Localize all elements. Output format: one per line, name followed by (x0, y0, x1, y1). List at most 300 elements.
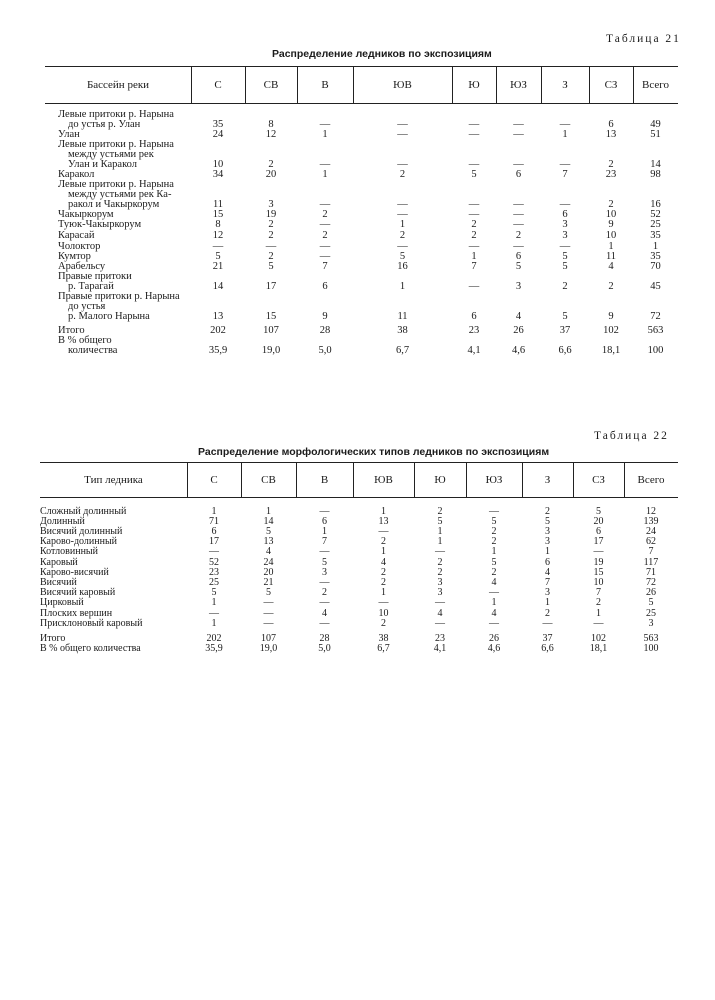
row-value: 6 (596, 526, 601, 537)
row-value: 3 (437, 577, 443, 588)
row-value: 9 (608, 219, 614, 230)
table-22-header-6: ЮЗ (485, 473, 503, 486)
row-value: 5 (515, 261, 522, 272)
row-label: Каракол (58, 169, 95, 180)
row-value: 3 (562, 230, 568, 241)
row-value: 4,1 (467, 345, 481, 356)
row-value: 7 (322, 536, 327, 547)
row-value: — (559, 241, 571, 252)
row-value: 12 (212, 230, 224, 241)
row-value: 6,7 (377, 643, 390, 654)
row-value: 102 (603, 325, 619, 336)
row-value: 38 (378, 633, 389, 644)
row-value: 23 (435, 633, 445, 644)
row-value: 3 (545, 526, 550, 537)
row-value: 5 (596, 506, 601, 517)
row-value: — (559, 199, 571, 210)
row-value: 2 (381, 536, 386, 547)
row-value: 1 (211, 618, 217, 629)
row-value: 1 (652, 241, 659, 252)
row-value: 202 (210, 325, 226, 336)
row-value: 3 (322, 567, 327, 578)
row-value: 3 (562, 219, 568, 230)
row-value: 5,0 (318, 643, 331, 654)
row-label: Висячий долинный (40, 526, 123, 537)
row-value: 7 (596, 587, 601, 598)
row-value: 563 (647, 325, 664, 336)
row-value: 35,9 (205, 643, 223, 654)
row-label: Карово-висячий (40, 567, 109, 578)
table-22-header-3: В (320, 473, 329, 486)
row-value: 19 (593, 557, 604, 568)
row-value: 1 (491, 597, 497, 608)
row-label: Туюк-Чакыркорум (58, 219, 142, 230)
row-value: 8 (268, 119, 274, 130)
row-value: 23 (468, 325, 480, 336)
table-21-title: Распределение ледников по экспозициям (272, 48, 492, 60)
row-value: 13 (378, 516, 389, 527)
row-value: 72 (650, 311, 661, 322)
row-value: 15 (265, 311, 277, 322)
row-value: 5 (648, 597, 654, 608)
row-value: 4 (491, 577, 497, 588)
row-value: 19,0 (259, 643, 278, 654)
row-value: 17 (209, 536, 219, 547)
row-value: — (263, 608, 274, 619)
table-21-header-4: ЮВ (393, 78, 412, 91)
row-value: — (397, 199, 408, 210)
row-value: — (489, 587, 499, 598)
table-21-header-3: В (321, 78, 329, 91)
row-value: 17 (593, 536, 604, 547)
row-value: 1 (381, 506, 386, 517)
row-value: — (319, 251, 331, 262)
row-label: Итого (58, 325, 85, 336)
row-value: 11 (397, 311, 408, 322)
row-value: — (435, 597, 445, 608)
row-value: 5 (322, 557, 327, 568)
row-value: 5 (491, 516, 497, 527)
row-value: — (319, 597, 330, 608)
row-value: 28 (319, 633, 330, 644)
table-21-header-8: СЗ (604, 78, 618, 91)
row-value: 2 (381, 618, 386, 629)
row-value: — (559, 159, 571, 170)
row-value: 5 (471, 169, 477, 180)
row-value: 18,1 (589, 643, 608, 654)
row-value: 26 (489, 633, 499, 644)
row-value: 35 (650, 230, 661, 241)
row-value: 7 (471, 261, 477, 272)
row-value: 34 (212, 169, 224, 180)
row-value: 2 (399, 169, 406, 180)
row-value: — (559, 119, 571, 130)
row-value: 2 (268, 230, 274, 241)
row-value: — (468, 129, 480, 140)
row-value: 7 (322, 261, 328, 272)
row-value: 6,7 (395, 345, 410, 356)
row-value: 1 (437, 536, 443, 547)
row-value: 11 (605, 251, 617, 262)
row-value: — (319, 119, 331, 130)
row-value: 7 (545, 577, 550, 588)
row-value: — (593, 546, 604, 557)
row-value: 4,6 (511, 345, 526, 356)
row-value: 5 (211, 587, 217, 598)
table-22-header-1: С (210, 473, 218, 486)
row-value: 20 (593, 516, 604, 527)
row-value: 2 (381, 567, 386, 578)
row-value: 4 (491, 608, 497, 619)
row-value: 6 (322, 281, 328, 292)
row-value: 9 (322, 311, 328, 322)
row-value: 1 (491, 546, 497, 557)
row-value: 2 (491, 567, 497, 578)
row-value: 6 (322, 516, 327, 527)
row-value: 6 (515, 251, 522, 262)
row-value: — (319, 241, 331, 252)
table-22-header-8: СЗ (592, 473, 605, 486)
row-value: 45 (650, 281, 661, 292)
row-value: 10 (378, 608, 389, 619)
row-value: 4,1 (433, 643, 447, 654)
row-value: 13 (263, 536, 274, 547)
row-value: 5 (266, 526, 271, 537)
row-value: — (468, 199, 480, 210)
row-label: Карасай (58, 230, 95, 241)
row-value: 26 (513, 325, 524, 336)
row-value: 24 (263, 557, 274, 568)
row-value: 5,0 (318, 345, 332, 356)
row-value: 4,6 (487, 643, 501, 654)
row-value: 16 (650, 199, 661, 210)
row-value: 24 (646, 526, 656, 537)
row-value: 25 (209, 577, 219, 588)
row-value: — (319, 577, 330, 588)
row-label: Улан (58, 129, 80, 140)
row-value: 2 (322, 209, 328, 220)
row-value: 100 (643, 643, 659, 654)
row-value: — (593, 618, 604, 629)
table-22-number: Таблица 22 (594, 430, 669, 442)
row-value: 3 (437, 587, 443, 598)
row-value: 21 (212, 261, 224, 272)
row-value: — (263, 618, 274, 629)
row-value: — (263, 597, 274, 608)
row-value: — (513, 209, 524, 220)
table-21-header-0: Бассейн реки (86, 78, 150, 91)
row-value: 5 (545, 516, 550, 527)
row-value: 98 (650, 169, 661, 180)
row-value: — (513, 241, 524, 252)
row-value: 35,9 (208, 345, 228, 356)
row-value: 2 (491, 536, 497, 547)
table-21-number: Таблица 21 (606, 33, 681, 45)
table-22-header-5: Ю (434, 473, 446, 486)
row-value: 5 (268, 261, 274, 272)
row-value: 202 (206, 633, 222, 644)
row-value: 13 (605, 129, 617, 140)
table-22-header-rule (40, 497, 678, 498)
row-value: 62 (646, 536, 656, 547)
row-value: 35 (212, 119, 224, 130)
row-value: 14 (212, 281, 224, 292)
row-value: 38 (397, 325, 408, 336)
row-label: Долинный (40, 516, 85, 527)
row-value: 2 (608, 159, 614, 170)
row-value: — (397, 129, 408, 140)
row-label: В % общего (58, 335, 112, 346)
row-value: 5 (399, 251, 406, 262)
row-value: 8 (215, 219, 221, 230)
row-value: 4 (381, 557, 386, 568)
row-value: — (468, 119, 480, 130)
row-value: 10 (605, 209, 617, 220)
row-value: 107 (261, 633, 276, 644)
row-value: — (378, 526, 389, 537)
row-value: — (378, 597, 389, 608)
table-22-header-2: СВ (261, 473, 276, 486)
row-label: Улан и Каракол (68, 159, 137, 170)
row-value: 1 (562, 129, 568, 140)
row-label: Сложный долинный (40, 506, 127, 517)
row-value: 6 (608, 119, 614, 130)
row-value: — (319, 618, 330, 629)
row-value: — (319, 546, 330, 557)
row-value: 6,6 (558, 345, 572, 356)
row-value: 2 (545, 506, 550, 517)
row-value: — (468, 281, 480, 292)
row-value: — (513, 119, 524, 130)
row-value: 2 (322, 230, 328, 241)
row-label: р. Малого Нарына (68, 311, 150, 322)
row-value: 2 (381, 577, 386, 588)
row-value: 1 (322, 169, 328, 180)
row-value: 1 (266, 506, 271, 517)
row-label: Правые притоки (58, 271, 132, 282)
row-value: — (489, 506, 499, 517)
row-value: 6,6 (541, 643, 554, 654)
row-value: 21 (263, 577, 274, 588)
row-value: 28 (319, 325, 331, 336)
row-value: 1 (399, 219, 406, 230)
row-value: 5 (562, 251, 568, 262)
table-22-header-0: Тип ледника (84, 473, 143, 486)
row-value: 23 (605, 169, 617, 180)
row-value: — (513, 129, 524, 140)
row-value: 102 (591, 633, 606, 644)
row-value: — (435, 618, 445, 629)
row-value: 25 (650, 219, 661, 230)
row-value: 1 (545, 546, 550, 557)
row-value: — (513, 199, 524, 210)
row-value: 6 (515, 169, 522, 180)
row-label: Итого (40, 633, 66, 644)
row-value: 3 (545, 587, 550, 598)
row-label: Котловинный (40, 546, 98, 557)
row-value: 1 (322, 526, 327, 537)
row-value: — (468, 159, 480, 170)
row-value: 16 (397, 261, 408, 272)
row-value: 20 (265, 169, 277, 180)
row-value: 1 (381, 587, 386, 598)
row-value: — (319, 159, 331, 170)
row-value: 139 (643, 516, 659, 527)
row-label: Арабельсу (58, 261, 106, 272)
row-value: 11 (212, 199, 224, 210)
row-value: 7 (648, 546, 654, 557)
row-value: 24 (212, 129, 224, 140)
row-label: до устья р. Улан (68, 119, 141, 130)
row-value: — (319, 506, 330, 517)
row-value: 2 (471, 219, 477, 230)
row-label: Карово-долинный (40, 536, 118, 547)
row-value: 5 (491, 557, 497, 568)
row-value: 2 (471, 230, 477, 241)
row-value: 52 (650, 209, 661, 220)
row-value: 4 (545, 567, 550, 578)
row-value: — (265, 241, 277, 252)
row-value: 1 (608, 241, 614, 252)
row-value: 2 (608, 281, 614, 292)
row-value: 2 (437, 567, 443, 578)
row-value: 2 (437, 557, 443, 568)
table-22-header-7: З (544, 473, 551, 486)
row-label: Висячий (40, 577, 77, 588)
row-value: 37 (559, 325, 571, 336)
row-value: 2 (268, 251, 274, 262)
row-label: до устья (68, 301, 106, 312)
row-value: 5 (215, 251, 221, 262)
row-value: 5 (562, 311, 568, 322)
row-value: 52 (209, 557, 219, 568)
row-value: 1 (545, 597, 550, 608)
row-value: — (468, 209, 480, 220)
row-label: Чолоктор (58, 241, 101, 252)
row-label: Левые притоки р. Нарына (58, 179, 174, 190)
row-value: 6 (562, 209, 568, 220)
row-value: 9 (608, 311, 614, 322)
row-value: 2 (268, 159, 274, 170)
row-value: — (319, 199, 331, 210)
row-value: 2 (562, 281, 568, 292)
row-value: 26 (646, 587, 656, 598)
row-value: 12 (646, 506, 656, 517)
row-value: 2 (545, 608, 550, 619)
row-value: 37 (542, 633, 553, 644)
row-value: 107 (263, 325, 279, 336)
row-value: 2 (399, 230, 406, 241)
row-label: Левые притоки р. Нарына (58, 109, 174, 120)
row-value: 20 (263, 567, 274, 578)
row-value: 18,1 (601, 345, 621, 356)
row-value: 1 (211, 597, 217, 608)
row-value: — (435, 546, 445, 557)
row-value: 6 (471, 311, 477, 322)
row-value: 35 (650, 251, 661, 262)
row-value: — (319, 219, 331, 230)
row-value: 100 (647, 345, 664, 356)
row-value: 4 (515, 311, 522, 322)
row-value: 1 (211, 506, 217, 517)
row-label: ракол и Чакыркорум (68, 199, 160, 210)
row-value: 2 (322, 587, 327, 598)
row-value: 19 (265, 209, 277, 220)
row-value: 1 (596, 608, 601, 619)
row-value: 23 (209, 567, 219, 578)
row-value: 14 (263, 516, 274, 527)
row-value: 1 (322, 129, 328, 140)
row-value: 25 (646, 608, 656, 619)
table-21-header-1: С (214, 78, 222, 91)
table-21-header-7: З (562, 78, 568, 91)
table-21-header-2: СВ (263, 78, 279, 91)
row-value: 4 (322, 608, 327, 619)
row-value: 3 (648, 618, 654, 629)
row-value: 1 (437, 526, 443, 537)
row-value: 71 (209, 516, 219, 527)
row-value: 70 (650, 261, 661, 272)
row-label: Правые притоки р. Нарына (58, 291, 180, 302)
row-value: — (397, 119, 408, 130)
table-22-header-9: Всего (637, 473, 665, 486)
row-value: 4 (266, 546, 271, 557)
row-value: 1 (399, 281, 406, 292)
row-value: — (542, 618, 553, 629)
row-value: 10 (212, 159, 224, 170)
row-value: — (513, 159, 524, 170)
row-label: Чакыркорум (58, 209, 114, 220)
row-label: Висячий каровый (40, 587, 116, 598)
row-label: Присклоновый каровый (40, 618, 143, 629)
row-value: 117 (643, 557, 659, 568)
row-value: 563 (643, 633, 659, 644)
row-value: 17 (265, 281, 277, 292)
row-value: — (212, 241, 224, 252)
table-22-header-4: ЮВ (374, 473, 393, 486)
row-label: количества (68, 345, 118, 356)
row-value: 5 (266, 587, 271, 598)
row-value: 2 (515, 230, 522, 241)
row-label: Плоских вершин (40, 608, 113, 619)
row-value: 19,0 (261, 345, 281, 356)
row-label: В % общего количества (40, 643, 141, 654)
row-value: 4 (437, 608, 443, 619)
row-value: 72 (646, 577, 656, 588)
row-value: 15 (212, 209, 224, 220)
row-value: — (468, 241, 480, 252)
row-value: — (397, 209, 408, 220)
row-value: 7 (562, 169, 568, 180)
row-label: между устьями рек Ка- (68, 189, 172, 200)
row-label: Левые притоки р. Нарына (58, 139, 174, 150)
row-value: 6 (545, 557, 550, 568)
row-value: 5 (562, 261, 568, 272)
table-21-header-9: Всего (642, 78, 669, 91)
row-label: Каровый (40, 557, 78, 568)
row-value: 2 (596, 597, 601, 608)
row-label: р. Тарагай (68, 281, 114, 292)
row-value: 49 (650, 119, 661, 130)
row-value: 1 (381, 546, 386, 557)
row-value: 4 (608, 261, 614, 272)
row-label: Кумтор (58, 251, 91, 262)
row-value: — (397, 159, 408, 170)
row-value: — (489, 618, 499, 629)
row-value: 10 (605, 230, 617, 241)
row-value: 6 (211, 526, 217, 537)
row-value: 14 (650, 159, 661, 170)
